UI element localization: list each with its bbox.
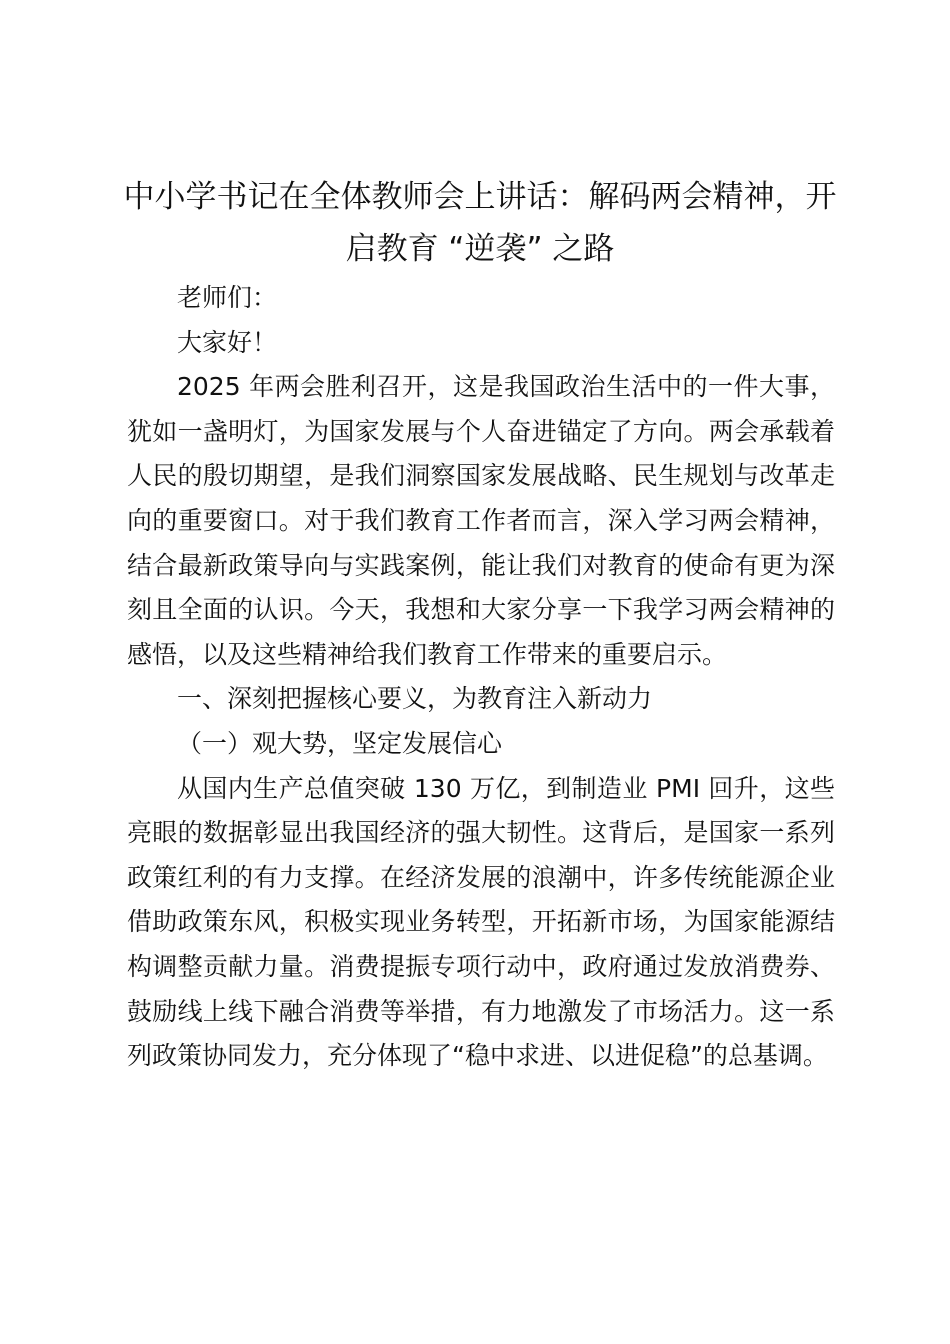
intro-paragraph: 2025 年两会胜利召开，这是我国政治生活中的一件大事，犹如一盏明灯，为国家发展与个人奋进锚定了方向。两会承载着人民的殷切期望，是我们洞察国家发展战略、民生规划与改革走向的重要窗口。对于我们教育工作者而言，深入学习两会精神，结合最新政策导向与实践案例，能让我们对教育的使命有更为深刻且全面的认识。今天，我想和大家分享一下我学习两会精神的感悟，以及这些精神给我们教育工作带来的重要启示。: [127, 372, 835, 669]
section-heading: 一、深刻把握核心要义，为教育注入新动力: [177, 684, 653, 714]
salutation: 老师们：: [177, 283, 278, 312]
document-body: [127, 276, 835, 1079]
document-title: 中小学书记在全体教师会上讲话：解码两会精神，开启教育 “逆袭” 之路: [123, 179, 837, 267]
subsection-heading: （一）观大势，坚定发展信心: [177, 728, 503, 758]
body-paragraph: 从国内生产总值突破 130 万亿，到制造业 PMI 回升，这些亮眼的数据彰显出我国经济的强大韧性。这背后，是国家一系列政策红利的有力支撑。在经济发展的浪潮中，许多传统能源企业借助政策东风，积极实现业务转型，开拓新市场，为国家能源结构调整贡献力量。消费提振专项行动中，政府通过发放消费券、鼓励线上线下融合消费等举措，有力地激发了市场活力。这一系列政策协同发力，充分体现了“稳中求进、以进促稳”的总基调。: [127, 773, 835, 1071]
greeting: 大家好！: [177, 327, 278, 357]
